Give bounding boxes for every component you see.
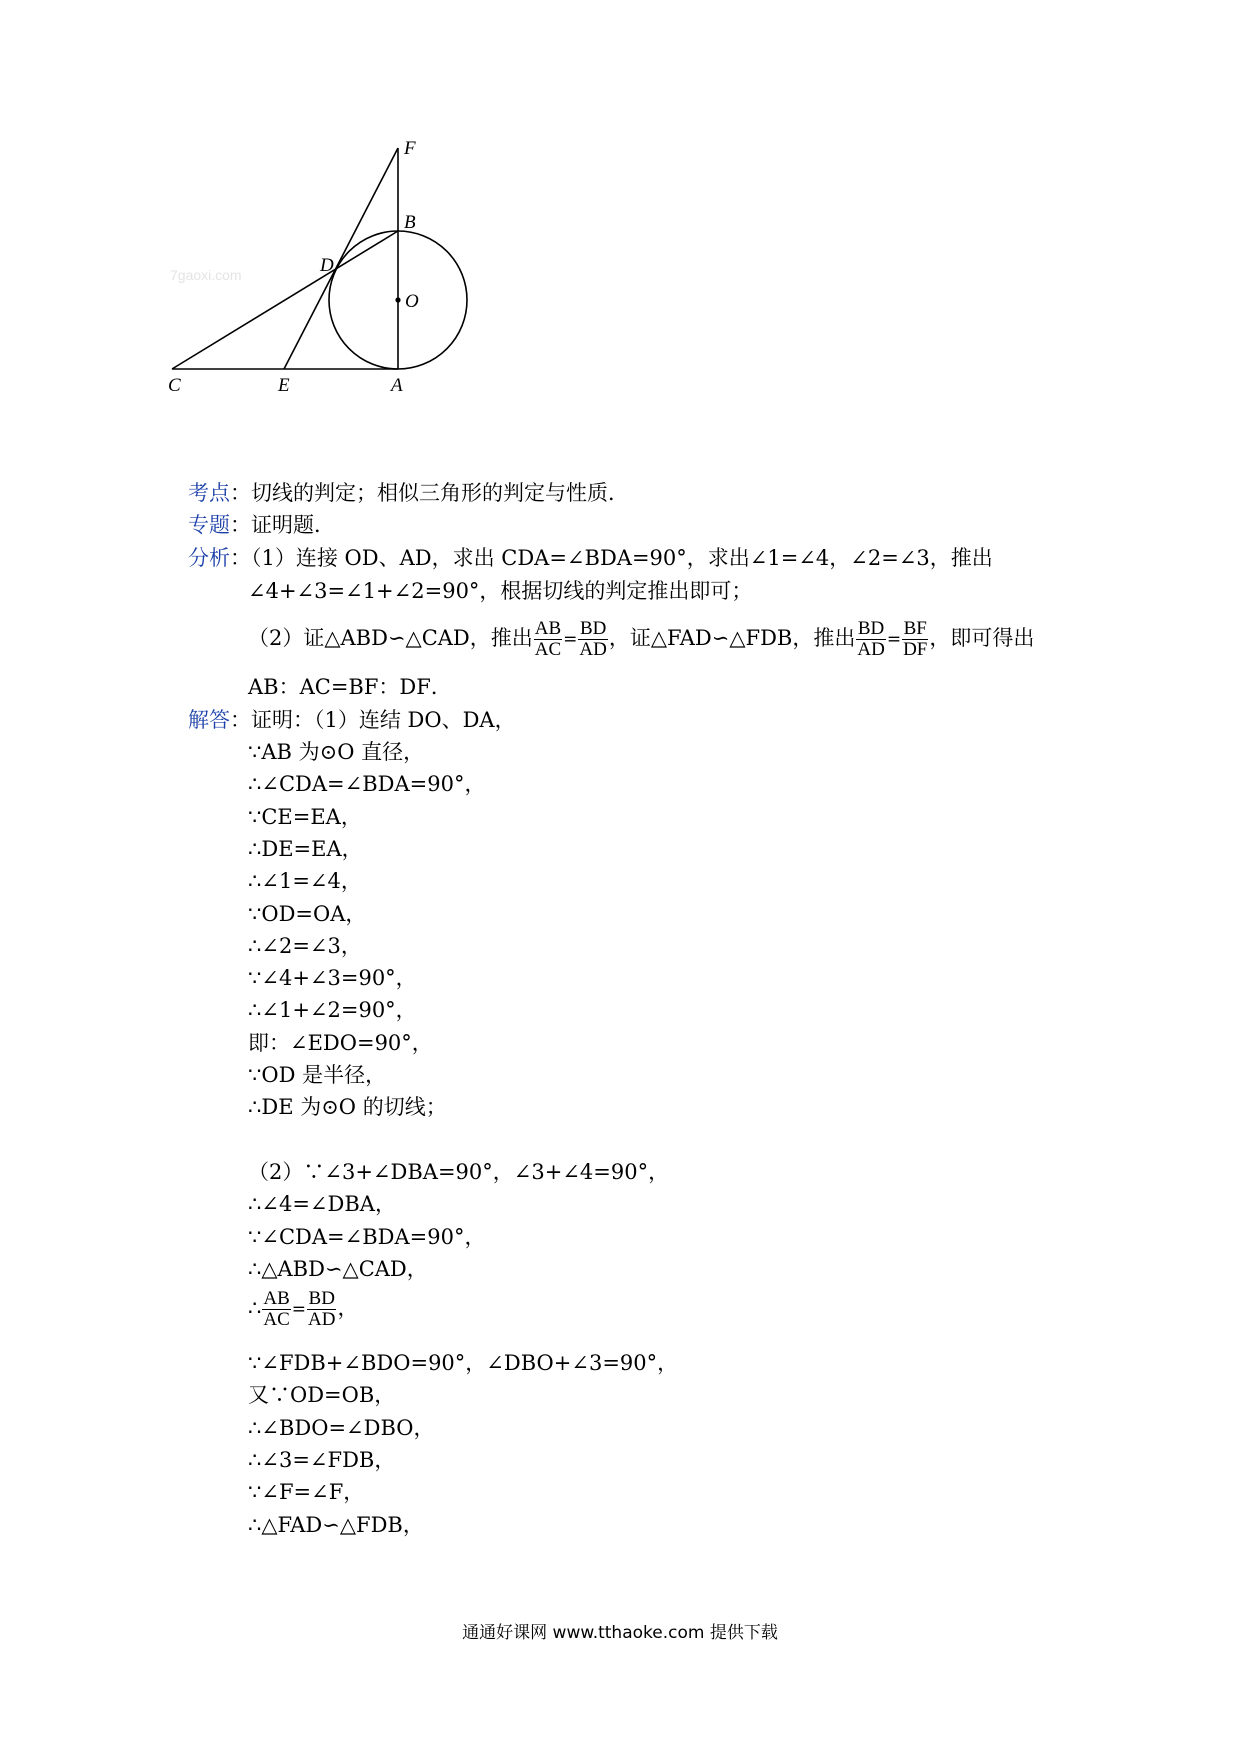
label-e: E (278, 375, 290, 396)
fenxi-text-3c: ，即可得出 (929, 626, 1035, 650)
kaodian-tag: 考点 (188, 481, 230, 505)
footer-text: 通通好课网 www.tthaoke.com 提供下载 (462, 1623, 778, 1643)
fraction-denominator: AC (263, 1309, 290, 1330)
fenxi-text-1: ：（1）连接 OD、AD，求出 CDA=∠BDA=90°，求出∠1=∠4，∠2=∠3，推出 (230, 546, 993, 570)
proof-line: ∵∠FDB+∠BDO=90°，∠DBO+∠3=90°， (248, 1351, 679, 1375)
label-a: A (391, 375, 403, 396)
zhuanti-line (188, 510, 335, 540)
fraction-numerator: AB (534, 618, 562, 639)
jieda-fraction-line (248, 1286, 358, 1332)
fraction-numerator: BD (308, 1288, 335, 1309)
kaodian-line (188, 478, 629, 508)
proof-line: ∵OD=OA， (248, 901, 367, 926)
fraction-numerator: BD (579, 618, 607, 639)
equals-sign: = (886, 629, 902, 650)
proof-line: ∴∠1=∠4， (248, 869, 362, 894)
kaodian-text: ：切线的判定；相似三角形的判定与性质． (230, 481, 629, 505)
proof-line: ∴∠BDO=∠DBO， (248, 1415, 435, 1440)
proof-line: ∴∠2=∠3， (248, 933, 362, 958)
proof-line: ∴∠3=∠FDB， (248, 1447, 396, 1472)
fraction-numerator: BD (857, 618, 885, 639)
jieda-line-first (188, 705, 516, 735)
proof-line: ∴△ABD∽△CAD， (248, 1256, 428, 1281)
equals-sign: = (291, 1299, 307, 1320)
label-b: B (404, 212, 416, 233)
fraction-bd-ad (578, 619, 607, 660)
proof-line: ∵CE=EA， (248, 804, 362, 829)
proof-line: ∴∠CDA=∠BDA=90°， (248, 772, 486, 797)
fraction-bd-ad (307, 1289, 336, 1330)
zhuanti-text: ：证明题． (230, 513, 335, 537)
label-d: D (320, 255, 334, 276)
fenxi-text-3b: ，证△FAD∽△FDB，推出 (608, 626, 856, 650)
fraction-numerator: AB (263, 1288, 290, 1309)
label-f: F (404, 140, 416, 159)
proof-line: ∴∠4=∠DBA， (248, 1192, 396, 1217)
jieda-first-text: ：证明：（1）连结 DO、DA， (230, 708, 516, 732)
geometry-diagram (160, 140, 560, 450)
equals-sign: = (563, 629, 578, 650)
proof-line: ∵OD 是半径， (248, 1063, 387, 1087)
proof-line: ∵AB 为⊙O 直径， (248, 740, 425, 764)
fraction-denominator: AC (534, 639, 562, 660)
proof-line: ∴△FAD∽△FDB， (248, 1512, 424, 1537)
segment-ef (284, 148, 398, 369)
fraction-ab-ac (262, 1289, 290, 1330)
fenxi-line-3 (248, 616, 1034, 662)
fraction-bf-df (902, 619, 928, 660)
label-o: O (405, 291, 419, 312)
fenxi-line-2: ∠4+∠3=∠1+∠2=90°，根据切线的判定推出即可； (248, 579, 753, 603)
proof-line: ∴DE=EA， (248, 836, 363, 861)
segment-cb (172, 231, 398, 369)
fenxi-line-4: AB：AC=BF：DF． (248, 675, 452, 699)
fraction-denominator: AD (579, 639, 607, 660)
proof-line: ∵∠F=∠F， (248, 1480, 365, 1505)
proof-line: （2）∵∠3+∠DBA=90°，∠3+∠4=90°， (248, 1159, 670, 1184)
proof-line: ∵∠4+∠3=90°， (248, 966, 417, 991)
fraction-denominator: DF (903, 639, 928, 660)
fenxi-line-1 (188, 543, 993, 573)
fraction-line-suffix: ， (337, 1296, 359, 1320)
label-c: C (168, 375, 181, 396)
zhuanti-tag: 专题 (188, 513, 230, 537)
proof-line: 又∵OD=OB， (248, 1383, 396, 1408)
center-dot (395, 297, 400, 302)
proof-line: 即：∠EDO=90°， (248, 1030, 433, 1055)
proof-line: ∴DE 为⊙O 的切线； (248, 1095, 447, 1120)
jieda-tag: 解答 (188, 708, 230, 732)
fraction-ab-ac (534, 619, 562, 660)
therefore-symbol: ∴ (248, 1296, 262, 1320)
fraction-bd-ad-2 (856, 619, 885, 660)
watermark: 7gaoxi.com (170, 267, 242, 283)
fraction-denominator: AD (857, 639, 885, 660)
fenxi-text-3a: （2）证△ABD∽△CAD，推出 (248, 626, 533, 650)
fraction-denominator: AD (308, 1309, 336, 1330)
fenxi-tag: 分析 (188, 546, 230, 570)
proof-line: ∴∠1+∠2=90°， (248, 998, 417, 1023)
fraction-numerator: BF (903, 618, 927, 639)
proof-line: ∵∠CDA=∠BDA=90°， (248, 1224, 486, 1249)
